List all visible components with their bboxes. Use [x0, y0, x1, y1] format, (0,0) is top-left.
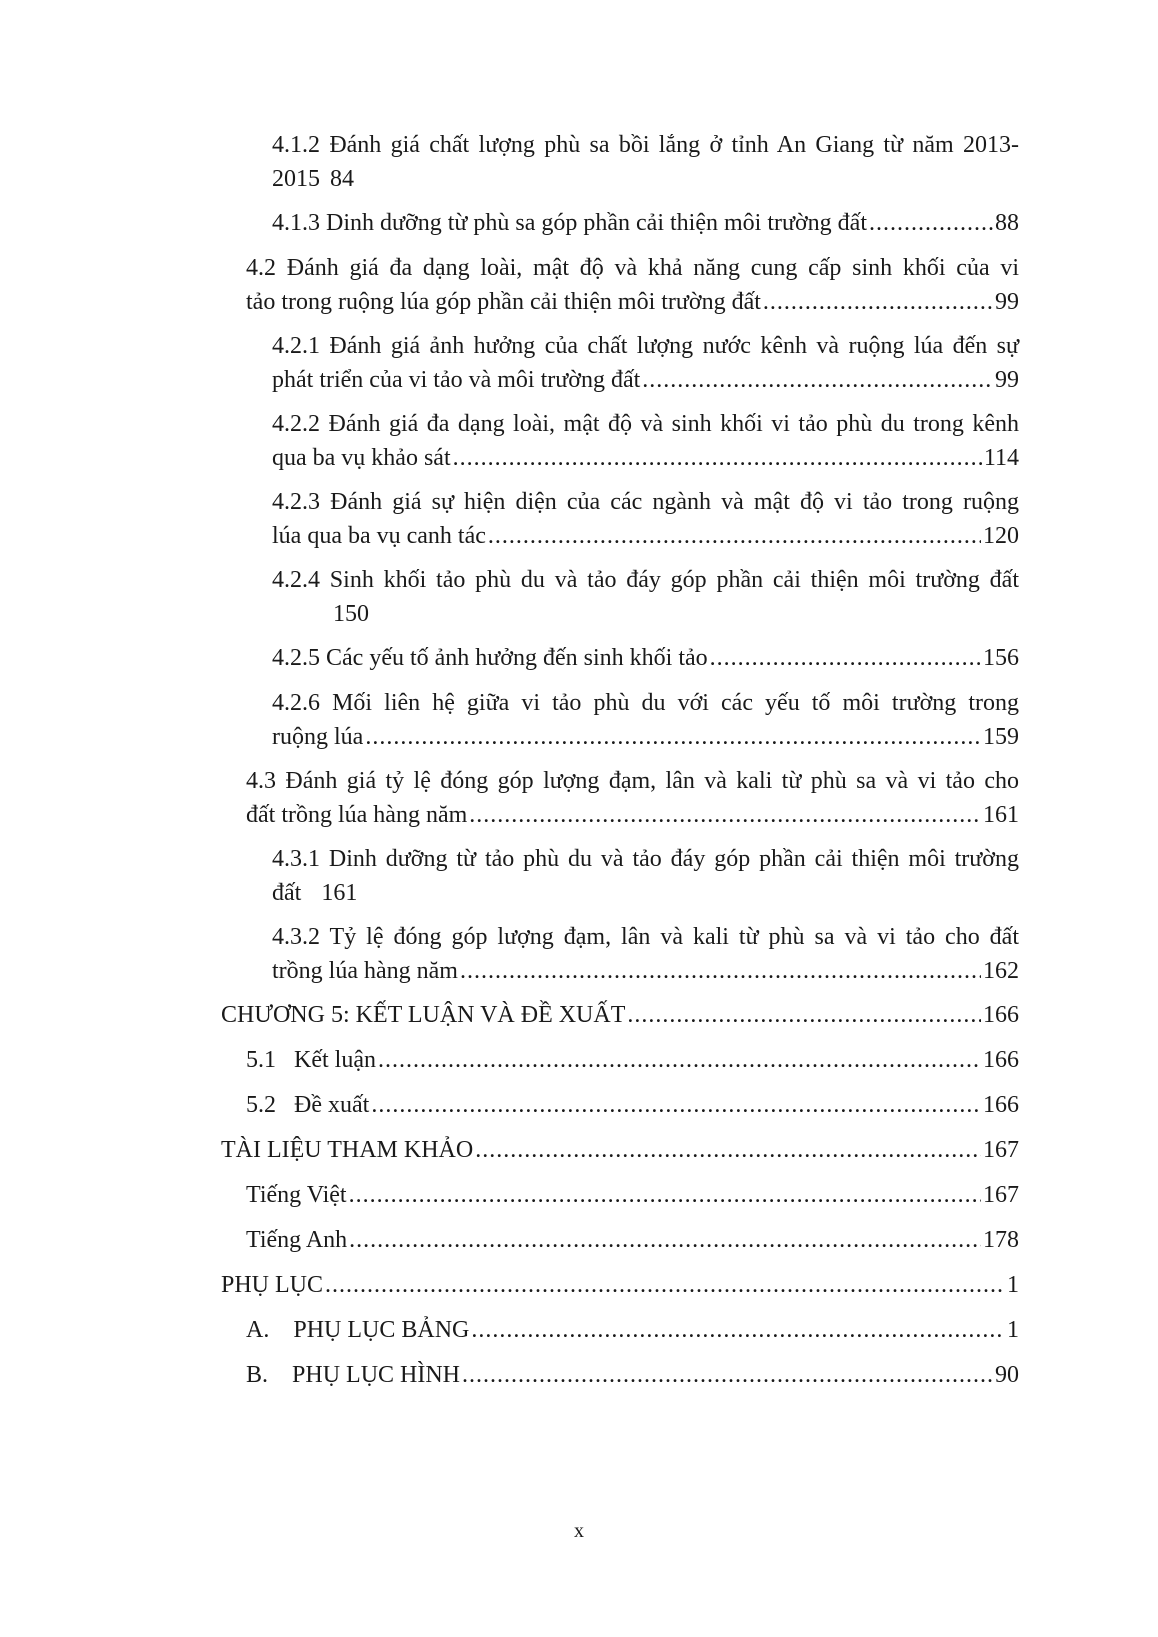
- toc-page-number: 162: [983, 958, 1019, 984]
- toc-page-number: 150: [333, 601, 369, 627]
- leader-dots: [488, 519, 981, 553]
- toc-entry-title: PHỤ LỤC: [221, 1272, 324, 1298]
- toc-entry-line2: đất trồng lúa hàng năm: [246, 802, 468, 828]
- toc-entry-4-2-1: [272, 329, 1019, 397]
- leader-dots: [349, 1178, 981, 1212]
- toc-entry-line2: đất: [272, 880, 302, 906]
- leader-dots: [462, 1358, 993, 1392]
- toc-entry-line2: lúa qua ba vụ canh tác: [272, 523, 486, 549]
- leader-dots: [469, 798, 981, 832]
- toc-page-number: 99: [995, 367, 1019, 393]
- toc-page-number: 1: [1007, 1317, 1019, 1343]
- toc-entry-appendix: [221, 1268, 1019, 1302]
- toc-entry-line1: 4.2.4 Sinh khối tảo phù du và tảo đáy góp phần cải thiện môi trường đất: [272, 567, 1020, 593]
- toc-entry-line2: trồng lúa hàng năm: [272, 958, 458, 984]
- toc-entry-4-1-2: [272, 128, 1019, 196]
- toc-entry-4-3: [246, 764, 1019, 832]
- toc-page-number: 1: [1007, 1272, 1019, 1298]
- leader-dots: [325, 1268, 1005, 1302]
- toc-entry-tieng-anh: [246, 1223, 1019, 1257]
- toc-page-number: 167: [983, 1182, 1019, 1208]
- toc-page-number: 166: [983, 1047, 1019, 1073]
- toc-entry-4-1-3: [272, 206, 1019, 240]
- toc-entry-line2: tảo trong ruộng lúa góp phần cải thiện môi trường đất: [246, 289, 761, 315]
- toc-page-number: 156: [983, 645, 1019, 671]
- toc-entry-references: [221, 1133, 1019, 1167]
- toc-entry-line2: ruộng lúa: [272, 724, 364, 750]
- toc-entry-title: 4.2.5 Các yếu tố ảnh hưởng đến sinh khối tảo: [272, 645, 708, 671]
- toc-entry-title: CHƯƠNG 5: KẾT LUẬN VÀ ĐỀ XUẤT: [221, 1002, 626, 1028]
- leader-dots: [627, 998, 981, 1032]
- toc-page-number: 114: [983, 445, 1019, 471]
- toc-entry-line1: 4.1.2 Đánh giá chất lượng phù sa bồi lắng ở tỉnh An Giang từ năm 2013-: [272, 132, 1019, 158]
- toc-entry-title: Tiếng Việt: [246, 1182, 347, 1208]
- toc-page-number: 178: [983, 1227, 1019, 1253]
- toc-page-number: 90: [995, 1362, 1019, 1388]
- toc-page-number: 120: [983, 523, 1019, 549]
- toc-entry-5-1: [246, 1043, 1019, 1077]
- leader-dots: [763, 285, 993, 319]
- toc-entry-line1: 4.2.6 Mối liên hệ giữa vi tảo phù du với các yếu tố môi trường trong: [272, 690, 1019, 716]
- toc-entry-4-2-5: [272, 641, 1019, 675]
- leader-dots: [371, 1088, 981, 1122]
- toc-entry-4-2: [246, 251, 1019, 319]
- toc-page-number: 161: [321, 880, 358, 906]
- leader-dots: [460, 954, 981, 988]
- toc-entry-line1: 4.2 Đánh giá đa dạng loài, mật độ và khả năng cung cấp sinh khối của vi: [246, 255, 1020, 281]
- toc-entry-line2: 2015: [272, 166, 320, 192]
- leader-dots: [710, 641, 981, 675]
- toc-entry-4-2-3: [272, 485, 1019, 553]
- toc-page-number: 88: [995, 210, 1019, 236]
- leader-dots: [471, 1313, 1005, 1347]
- toc-page-number: 166: [983, 1092, 1019, 1118]
- toc-page-number: 84: [330, 166, 354, 192]
- toc-page-number: 167: [983, 1137, 1019, 1163]
- toc-entry-line1: 4.2.1 Đánh giá ảnh hưởng của chất lượng nước kênh và ruộng lúa đến sự: [272, 333, 1020, 359]
- toc-page-number: 159: [983, 724, 1019, 750]
- toc-entry-title: 5.1 Kết luận: [246, 1047, 376, 1073]
- toc-entry-chuong-5: [221, 998, 1019, 1032]
- toc-entry-4-3-1: [272, 842, 1019, 910]
- toc-entry-4-2-4: [272, 563, 1019, 631]
- toc-entry-line2: qua ba vụ khảo sát: [272, 445, 451, 471]
- toc-entry-title: A. PHỤ LỤC BẢNG: [246, 1317, 470, 1343]
- toc-entry-tieng-viet: [246, 1178, 1019, 1212]
- toc-entry-4-2-6: [272, 686, 1019, 754]
- toc-entry-title: TÀI LIỆU THAM KHẢO: [221, 1137, 474, 1163]
- toc-entry-4-3-2: [272, 920, 1019, 988]
- toc-entry-line1: 4.2.2 Đánh giá đa dạng loài, mật độ và sinh khối vi tảo phù du trong kênh: [272, 411, 1020, 437]
- toc-entry-line1: 4.2.3 Đánh giá sự hiện diện của các ngành và mật độ vi tảo trong ruộng: [272, 489, 1019, 515]
- toc-page-number: 161: [983, 802, 1019, 828]
- toc-entry-line2: phát triển của vi tảo và môi trường đất: [272, 367, 641, 393]
- toc-entry-title: 4.1.3 Dinh dưỡng từ phù sa góp phần cải thiện môi trường đất: [272, 210, 867, 236]
- leader-dots: [365, 720, 981, 754]
- toc-entry-4-2-2: [272, 407, 1019, 475]
- leader-dots: [475, 1133, 981, 1167]
- toc-entry-5-2: [246, 1088, 1019, 1122]
- toc-page-number: 166: [983, 1002, 1019, 1028]
- leader-dots: [349, 1223, 981, 1257]
- leader-dots: [642, 363, 993, 397]
- toc-entry-title: 5.2 Đề xuất: [246, 1092, 370, 1118]
- toc-entry-appendix-a: [246, 1313, 1019, 1347]
- toc-entry-line1: 4.3.2 Tỷ lệ đóng góp lượng đạm, lân và kali từ phù sa và vi tảo cho đất: [272, 924, 1019, 950]
- toc-entry-title: Tiếng Anh: [246, 1227, 348, 1253]
- toc-entry-line1: 4.3.1 Dinh dưỡng từ tảo phù du và tảo đáy góp phần cải thiện môi trường: [272, 846, 1019, 872]
- toc-entry-title: B. PHỤ LỤC HÌNH: [246, 1362, 461, 1388]
- toc-page-number: 99: [995, 289, 1019, 315]
- leader-dots: [453, 441, 982, 475]
- leader-dots: [869, 206, 993, 240]
- leader-dots: [378, 1043, 981, 1077]
- page-number-footer: x: [574, 1520, 584, 1542]
- toc-entry-appendix-b: [246, 1358, 1019, 1392]
- toc-entry-line1: 4.3 Đánh giá tỷ lệ đóng góp lượng đạm, lân và kali từ phù sa và vi tảo cho: [246, 768, 1020, 794]
